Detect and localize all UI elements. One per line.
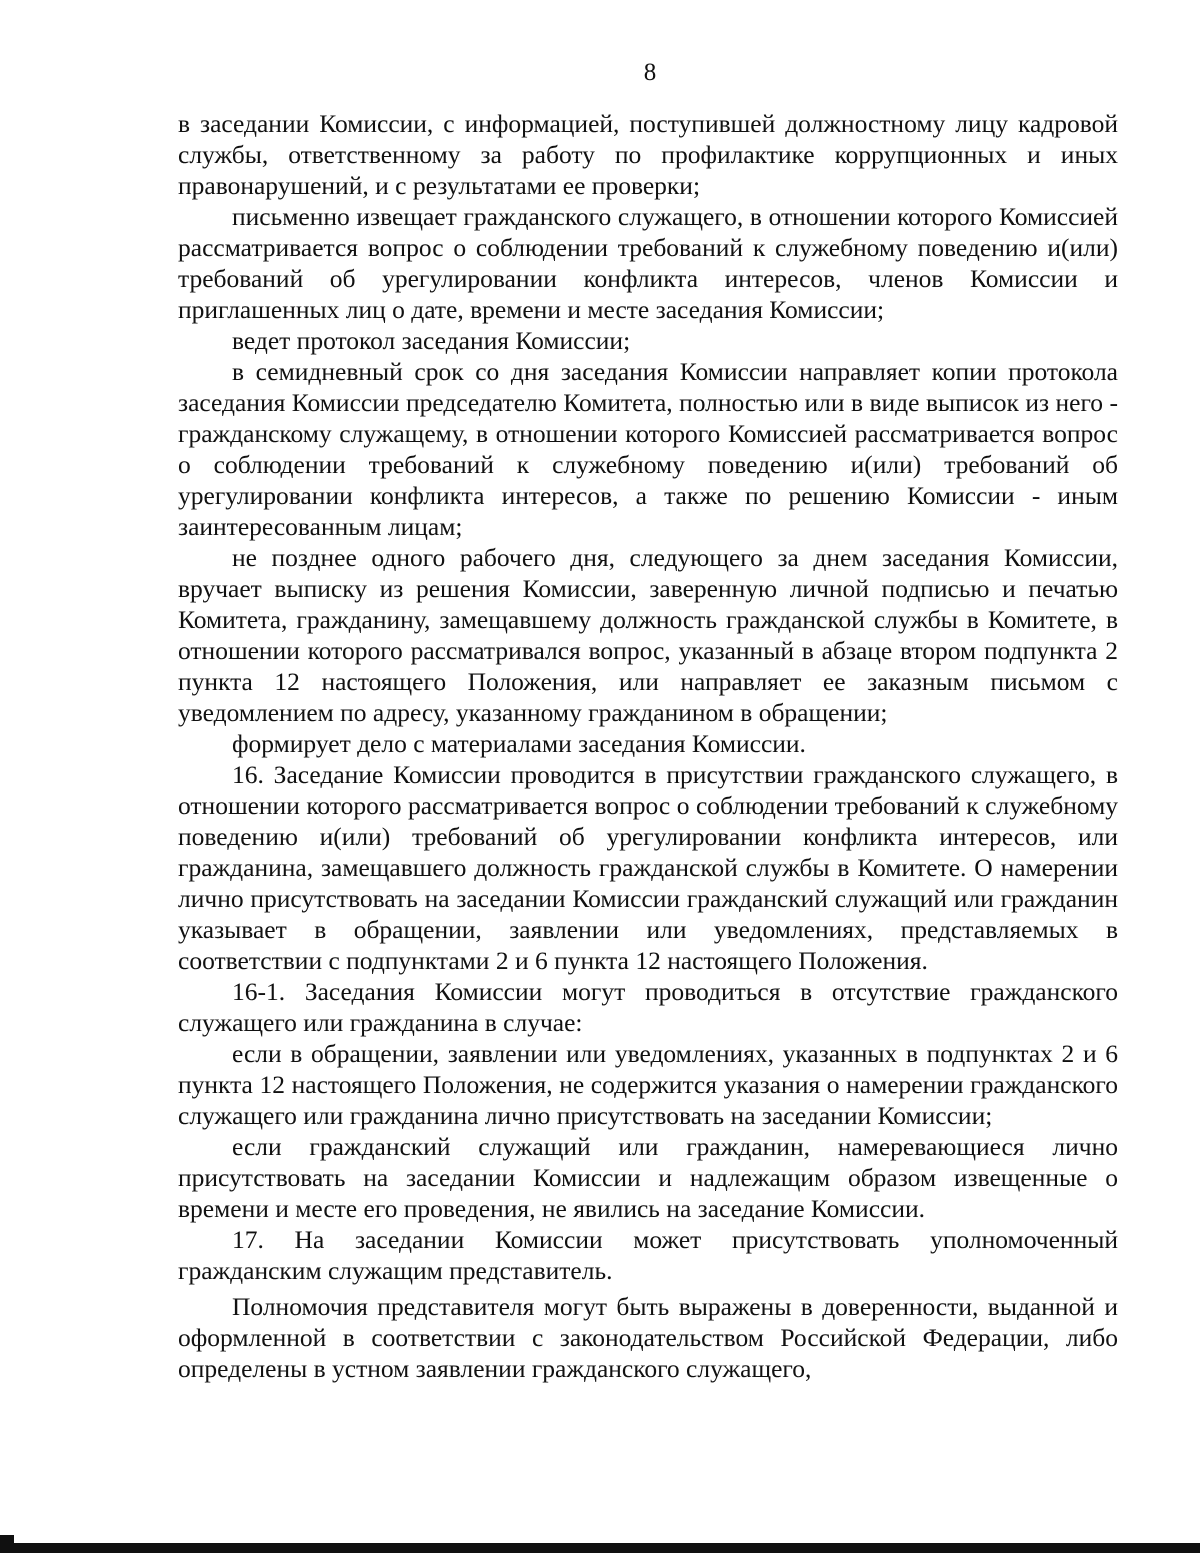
- paragraph-1: в заседании Комиссии, с информацией, поступившей должностному лицу кадровой службы, ответственному за работу по профилактике коррупционных и иных правонарушений, и с результатами ее проверки;: [178, 109, 1118, 200]
- paragraph-7: 16. Заседание Комиссии проводится в присутствии гражданского служащего, в отношении которого рассматривается вопрос о соблюдении требований к служебному поведению и(или) требований об урегулировании конфликта интересов, или гражданина, замещавшего должность гражданской службы в Комитете. О намерении лично присутствовать на заседании Комиссии гражданский служащий или гражданин указывает в обращении, заявлении или уведомлениях, представляемых в соответствии с подпунктами 2 и 6 пункта 12 настоящего Положения.: [178, 760, 1118, 975]
- paragraph-10: если гражданский служащий или гражданин, намеревающиеся лично присутствовать на заседании Комиссии и надлежащим образом извещенные о времени и месте его проведения, не явились на заседание Комиссии.: [178, 1132, 1118, 1223]
- scan-bottom-edge: [0, 1543, 1200, 1553]
- scan-edge-mark: [0, 1535, 14, 1543]
- page-number: 8: [643, 59, 657, 86]
- paragraph-8: 16-1. Заседания Комиссии могут проводиться в отсутствие гражданского служащего или гражданина в случае:: [178, 977, 1118, 1037]
- paragraph-9: если в обращении, заявлении или уведомлениях, указанных в подпунктах 2 и 6 пункта 12 настоящего Положения, не содержится указания о намерении гражданского служащего или гражданина лично присутствовать на заседании Комиссии;: [178, 1039, 1118, 1130]
- paragraph-3: ведет протокол заседания Комиссии;: [232, 326, 631, 355]
- paragraph-2: письменно извещает гражданского служащего, в отношении которого Комиссией рассматривается вопрос о соблюдении требований к служебному поведению и(или) требований об урегулировании конфликта интересов, членов Комиссии и приглашенных лиц о дате, времени и месте заседания Комиссии;: [178, 202, 1118, 324]
- paragraph-6: формирует дело с материалами заседания Комиссии.: [232, 729, 806, 758]
- paragraph-4: в семидневный срок со дня заседания Комиссии направляет копии протокола заседания Комиссии председателю Комитета, полностью или в виде выписок из него - гражданскому служащему, в отношении которого Комиссией рассматривается вопрос о соблюдении требований к служебному поведению и(или) требований об урегулировании конфликта интересов, а также по решению Комиссии - иным заинтересованным лицам;: [178, 357, 1118, 541]
- paragraph-11: 17. На заседании Комиссии может присутствовать уполномоченный гражданским служащим представитель.: [178, 1225, 1118, 1285]
- paragraph-12: Полномочия представителя могут быть выражены в доверенности, выданной и оформленной в соответствии с законодательством Российской Федерации, либо определены в устном заявлении гражданского служащего,: [178, 1292, 1118, 1383]
- document-body: [178, 108, 1118, 1384]
- paragraph-5: не позднее одного рабочего дня, следующего за днем заседания Комиссии, вручает выписку из решения Комиссии, заверенную личной подписью и печатью Комитета, гражданину, замещавшему должность гражданской службы в Комитете, в отношении которого рассматривался вопрос, указанный в абзаце втором подпункта 2 пункта 12 настоящего Положения, или направляет ее заказным письмом с уведомлением по адресу, указанному гражданином в обращении;: [178, 543, 1118, 727]
